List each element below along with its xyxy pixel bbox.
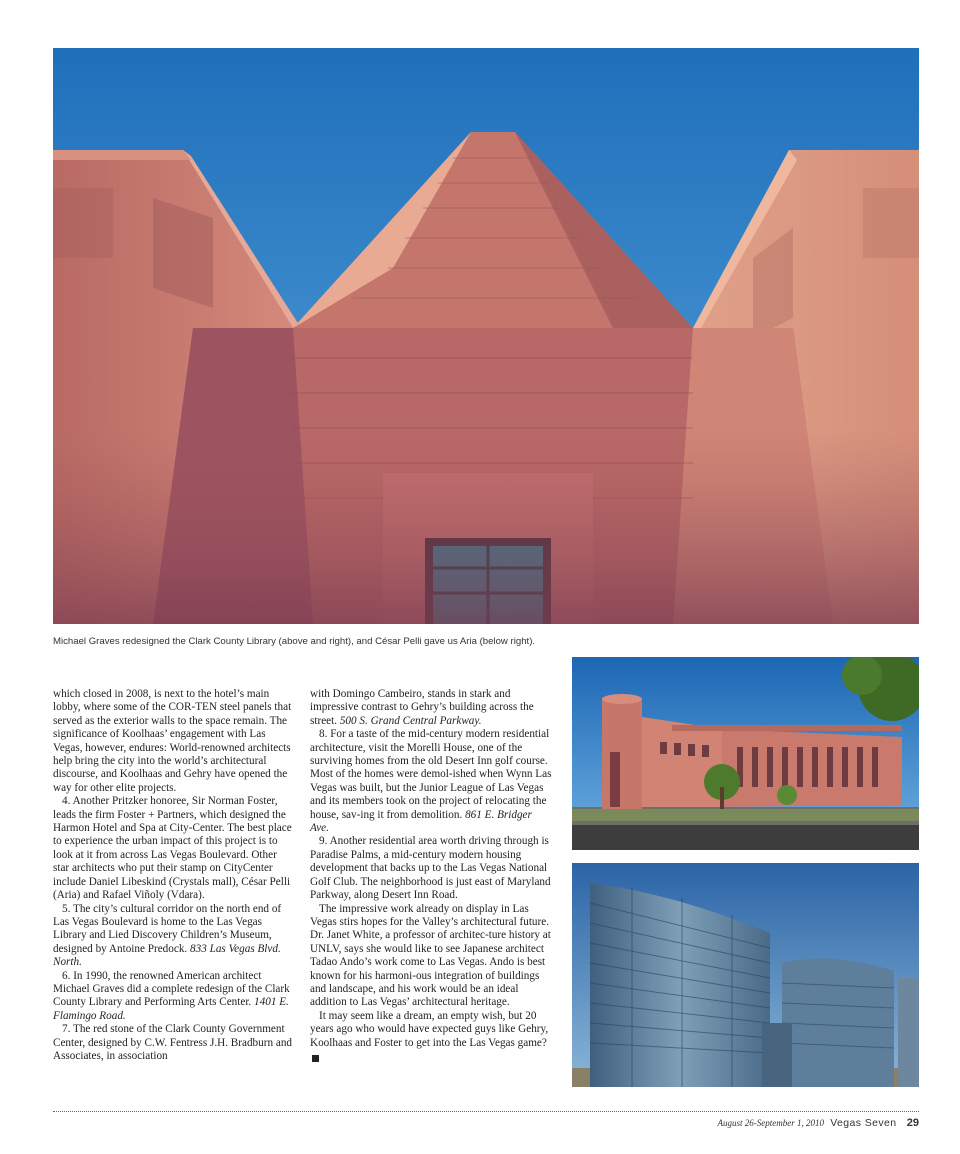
paragraph: It may seem like a dream, an empty wish, but 20 years ago who would have expected guys like Gehry, Koolhaas and Foster to get into the Las Vegas game?7 (310, 1009, 549, 1061)
paragraph: 8. For a taste of the mid-century modern residential architecture, visit the Morelli House, one of the surviving homes from the old Desert Inn golf course. Most of the homes were demol-ished when Wynn Las Vegas was built, but the Junior League of Las Vegas and its members took on the project of relocating the house, sav-ing it from demolition. 861 E. Bridger Ave. (310, 728, 552, 835)
paragraph: 4. Another Pritzker honoree, Sir Norman Foster, leads the firm Foster + Partners, which designed the Harmon Hotel and Spa at City-Center. The best place to experience the urban impact of this project is to look at it from across Las Vegas Boulevard. Other star architects who put their stamp on CityCenter include Daniel Libeskind (Crystals mall), César Pelli (Aria) and Rafael Viñoly (Vdara). (53, 795, 292, 902)
footer-divider (53, 1111, 919, 1112)
paragraph: 9. Another residential area worth driving through is Paradise Palms, a mid-century modern housing development that backs up to the Las Vegas National Golf Club. The neighborhood is just east of Maryland Parkway, along Desert Inn Road. (310, 835, 551, 902)
page-footer (717, 1117, 919, 1129)
paragraph: The impressive work already on display in Las Vegas stirs hopes for the Valley’s architectural future. Dr. Janet White, a professor of architec-ture history at UNLV, says she would like to see Japanese architect Tadao Ando’s work come to Las Vegas. Ando is best known for his harmoni-ous integration of buildings and landscape, and his work would be an ideal addition to Las Vegas’ architectural heritage. (310, 902, 551, 1009)
paragraph: 7. The red stone of the Clark County Government Center, designed by C.W. Fentress J.H. Bradburn and Associates, in association (53, 1023, 293, 1062)
photo-caption: Michael Graves redesigned the Clark County Library (above and right), and César Pelli gave us Aria (below right). (53, 636, 536, 647)
photo-aria-towers (572, 863, 919, 1087)
end-mark-icon: 7 (312, 1055, 319, 1062)
paragraph: 6. In 1990, the renowned American architect Michael Graves did a complete redesign of the Clark County Library and Performing Arts Center. 1401 E. Flamingo Road. (53, 969, 290, 1022)
paragraph: 5. The city’s cultural corridor on the north end of Las Vegas Boulevard is home to the Las Vegas Library and Lied Discovery Children’s Museum, designed by Antoine Predock. 833 Las Vegas Blvd. North. (53, 902, 282, 969)
paragraph: with Domingo Cambeiro, stands in stark and impressive contrast to Gehry’s building across the street. 500 S. Grand Central Parkway. (310, 688, 534, 727)
article-column-1 (53, 688, 295, 1063)
paragraph: which closed in 2008, is next to the hotel’s main lobby, where some of the COR-TEN steel panels that served as the exterior walls to the space remain. The significance of Koolhaas’ engagement with Las Vegas, however, endures: World-renowned architects help bring the city into the world’s architectural discourse, and Koolhaas and Gehry have opened the way for other elite projects. (53, 688, 292, 794)
magazine-name: Vegas Seven (830, 1117, 897, 1129)
hero-photo-clark-county-library (53, 48, 919, 624)
issue-date: August 26-September 1, 2010 (717, 1118, 824, 1128)
page-number: 29 (906, 1117, 919, 1129)
article-column-2 (310, 688, 552, 1063)
photo-library-exterior (572, 657, 919, 850)
